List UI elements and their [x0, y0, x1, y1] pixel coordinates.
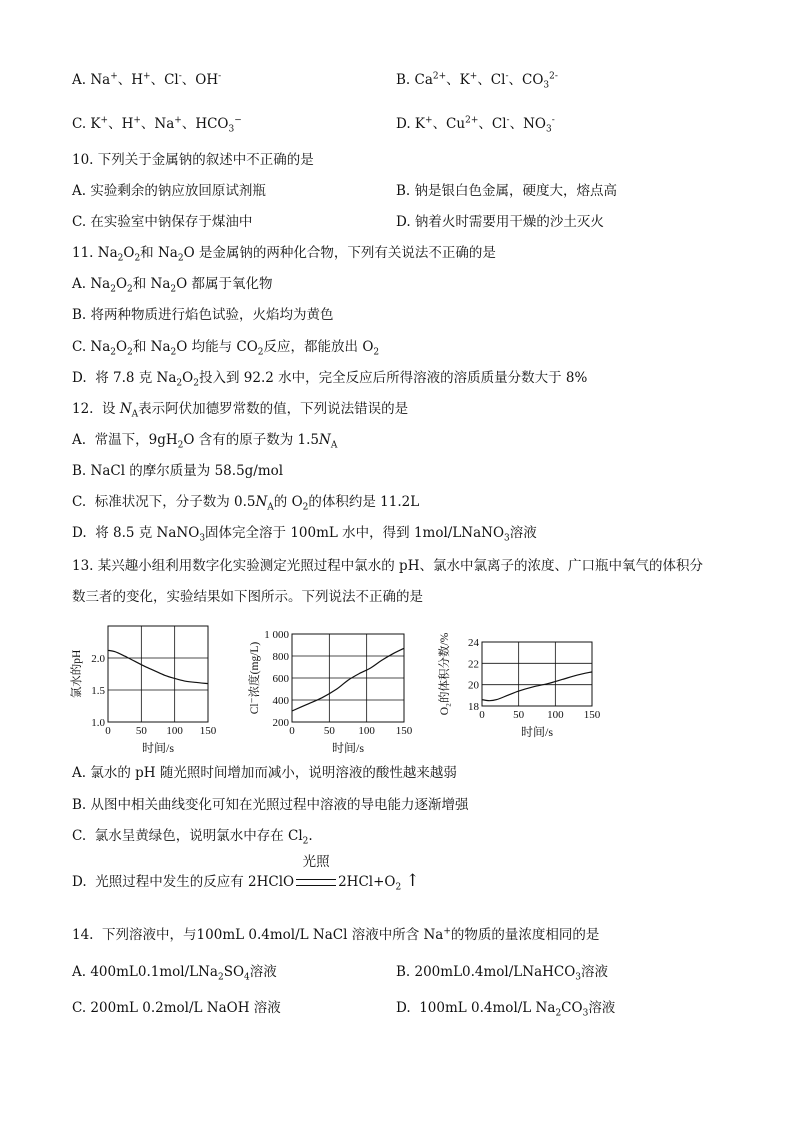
- x-tick-label: 150: [583, 709, 601, 721]
- x-tick-label: 0: [479, 709, 485, 721]
- q12-option-b: B. NaCl 的摩尔质量为 58.5g/mol: [72, 463, 284, 479]
- q12-option-a: A. 常温下，$9gH_2O$ 含有的原子数为 $1.5N_A$: [72, 432, 338, 451]
- q13-option-a: A. 氯水的 pH 随光照时间增加而减小，说明溶液的酸性越来越弱: [72, 765, 457, 781]
- q13-stem-line2: 数三者的变化，实验结果如下图所示。下列说法不正确的是: [72, 589, 423, 605]
- q11-option-b: B. 将两种物质进行焰色试验，火焰均为黄色: [72, 307, 334, 323]
- data-series-line: [482, 672, 592, 701]
- q11-option-a: A. $Na_2O_2$和 $Na_2O$ 都属于氧化物: [72, 276, 273, 295]
- q14-option-c: C. 200mL 0.2mol/L NaOH 溶液: [72, 1000, 281, 1016]
- q9-option-b: B. $Ca^{2+}$、K+、Cl-、$CO_3^{2-}$: [396, 71, 558, 91]
- q9-option-d: D. K+、$Cu^{2+}$、Cl-、$NO_3^-$: [396, 115, 555, 135]
- q14-option-b: B. 200mL0.4mol/LNaHCO$_3$溶液: [396, 964, 609, 983]
- x-axis-label: 时间/s: [520, 725, 554, 739]
- q10-option-d: D. 钠着火时需要用干燥的沙土灭火: [396, 214, 604, 230]
- y-tick-label: 1.5: [91, 685, 105, 697]
- y-tick-label: 200: [272, 717, 289, 729]
- y-tick-label: 1 000: [264, 629, 289, 641]
- x-tick-label: 0: [289, 725, 295, 737]
- y-axis-label: 氯水的pH: [71, 649, 83, 699]
- q13-option-d: D. 光照过程中发生的反应有 2HClO 光照 $2HCl+O_2$ ↑: [72, 854, 420, 893]
- x-tick-label: 150: [199, 725, 217, 737]
- plot-frame: [108, 626, 208, 722]
- x-tick-label: 150: [395, 725, 413, 737]
- x-axis-label: 时间/s: [141, 741, 175, 755]
- x-tick-label: 100: [166, 725, 183, 737]
- data-series-line: [292, 648, 404, 711]
- y-axis-label: O₂的体积分数/%: [439, 632, 451, 716]
- x-axis-label: 时间/s: [331, 741, 365, 755]
- y-tick-label: 600: [272, 673, 289, 685]
- reaction-condition: 光照: [296, 872, 336, 892]
- y-tick-label: 1.0: [91, 717, 105, 729]
- chart-ph: [70, 622, 230, 754]
- x-tick-label: 50: [323, 725, 335, 737]
- chart-oxygen: [438, 622, 618, 754]
- q14-option-d: D. 100mL 0.4mol/L $Na_2CO_3$溶液: [396, 1000, 616, 1019]
- y-tick-label: 24: [468, 637, 479, 649]
- q14-stem: 14. 下列溶液中，与100mL 0.4mol/L NaCl 溶液中所含 Na+的物质的量浓度相同的是: [72, 926, 600, 943]
- x-tick-label: 50: [513, 709, 525, 721]
- y-tick-label: 800: [272, 651, 289, 663]
- y-tick-label: 22: [468, 658, 479, 671]
- y-axis-label: Cl⁻浓度(mg/L): [249, 641, 261, 715]
- q10-option-b: B. 钠是银白色金属，硬度大，熔点高: [396, 183, 618, 199]
- x-tick-label: 50: [135, 725, 147, 737]
- y-tick-label: 2.0: [91, 653, 105, 665]
- q13-option-b: B. 从图中相关曲线变化可知在光照过程中溶液的导电能力逐渐增强: [72, 797, 469, 813]
- q9-option-a: A. Na+、H+、Cl-、OH-: [72, 71, 222, 88]
- q10-stem: 10. 下列关于金属钠的叙述中不正确的是: [72, 152, 314, 168]
- q14-option-a: A. $400mL0.1mol/LNa_2SO_4$溶液: [72, 964, 277, 983]
- q11-stem: 11. $Na_2O_2$和 $Na_2O$ 是金属钠的两种化合物，下列有关说法不正确的是: [72, 245, 496, 264]
- q13-option-c: C. 氯水呈黄绿色，说明氯水中存在 $Cl_2$.: [72, 828, 313, 847]
- q11-option-d: D. 将 7.8 克 $Na_2O_2$投入到 92.2 水中，完全反应后所得溶液的溶质质量分数大于 8%: [72, 370, 588, 389]
- q10-option-c: C. 在实验室中钠保存于煤油中: [72, 214, 253, 230]
- chart-chloride: [244, 622, 424, 754]
- q13-stem-line1: 13. 某兴趣小组利用数字化实验测定光照过程中氯水的 pH、氯水中氯离子的浓度、广口瓶中氧气的体积分: [72, 558, 703, 574]
- data-series-line: [108, 650, 208, 683]
- x-tick-label: 0: [105, 725, 111, 737]
- q12-stem: 12. 设 $N_A$表示阿伏加德罗常数的值，下列说法错误的是: [72, 401, 409, 420]
- y-tick-label: 18: [468, 701, 479, 713]
- q12-option-c: C. 标准状况下，分子数为 $0.5N_A$的 $O_2$的体积约是 11.2L: [72, 494, 420, 513]
- q12-option-d: D. 将 8.5 克 NaNO$_3$固体完全溶于 100mL 水中，得到 1mol/LNaNO$_3$溶液: [72, 525, 537, 544]
- x-tick-label: 100: [547, 709, 564, 721]
- q10-option-a: A. 实验剩余的钠应放回原试剂瓶: [72, 183, 266, 199]
- q9-option-c: C. K+、H+、Na+、$HCO_3^-$: [72, 115, 242, 135]
- q11-option-c: C. $Na_2O_2$和 $Na_2O$ 均能与 $CO_2$反应，都能放出 $O_2$: [72, 339, 380, 358]
- plot-frame: [482, 642, 592, 706]
- y-tick-label: 20: [468, 679, 479, 692]
- y-tick-label: 400: [272, 695, 289, 707]
- x-tick-label: 100: [358, 725, 375, 737]
